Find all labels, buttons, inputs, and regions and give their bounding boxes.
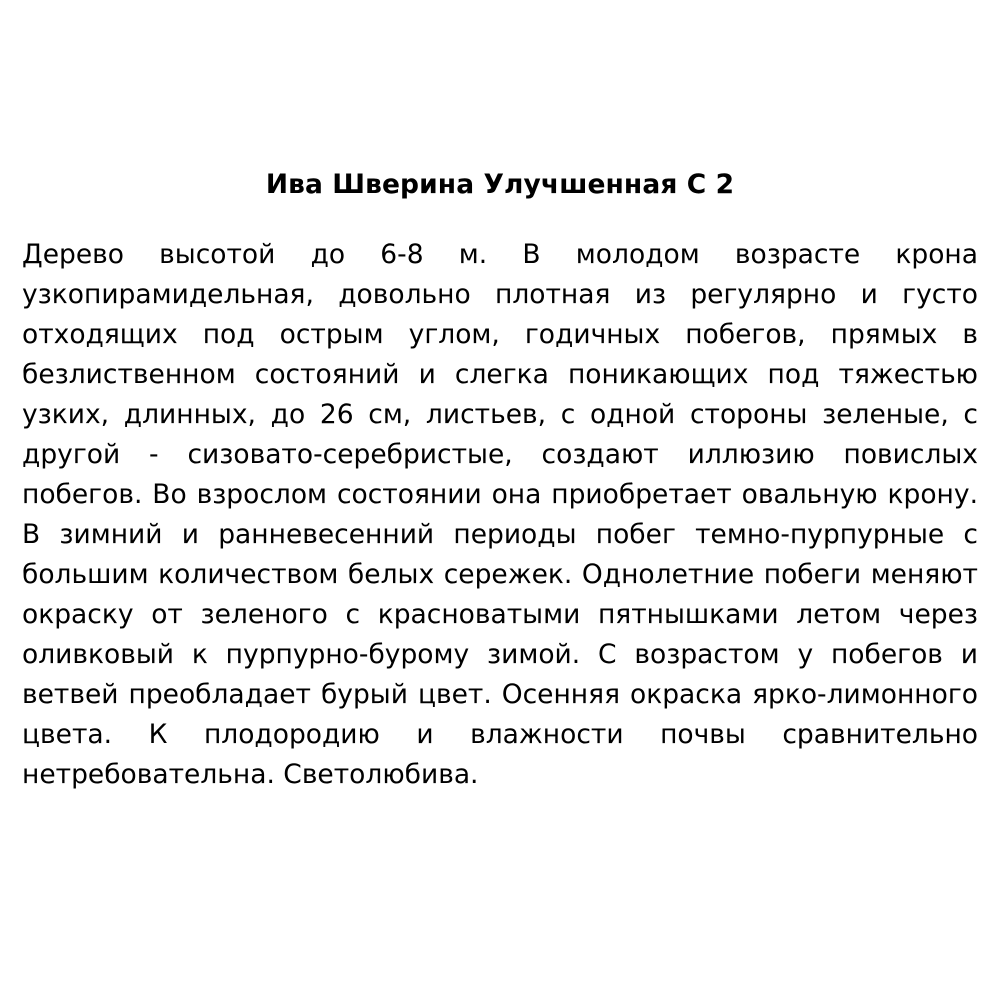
description-text-block (22, 235, 978, 795)
document-content (22, 168, 978, 795)
page-title: Ива Шверина Улучшенная С 2 (265, 169, 735, 200)
description-paragraph: Дерево высотой до 6-8 м. В молодом возрасте крона узкопирамидельная, довольно плотная из регулярно и густо отходящих под острым углом, годичных побегов, прямых в безлиственном состояний и слегка поникающих под тяжестью узких, длинных, до 26 см, листьев, с одной стороны зеленые, с другой - сизовато-серебристые, создают иллюзию повислых побегов. Во взрослом состоянии она приобретает овальную крону. В зимний и ранневесенний периоды побег темно-пурпурные с большим количеством белых сережек. Однолетние побеги меняют окраску от зеленого с красноватыми пятнышками летом через оливковый к пурпурно-бурому зимой. С возрастом у побегов и ветвей преобладает бурый цвет. Осенняя окраска ярко-лимонного цвета. К плодородию и влажности почвы сравнительно нетребовательна. Светолюбива. (22, 239, 978, 791)
